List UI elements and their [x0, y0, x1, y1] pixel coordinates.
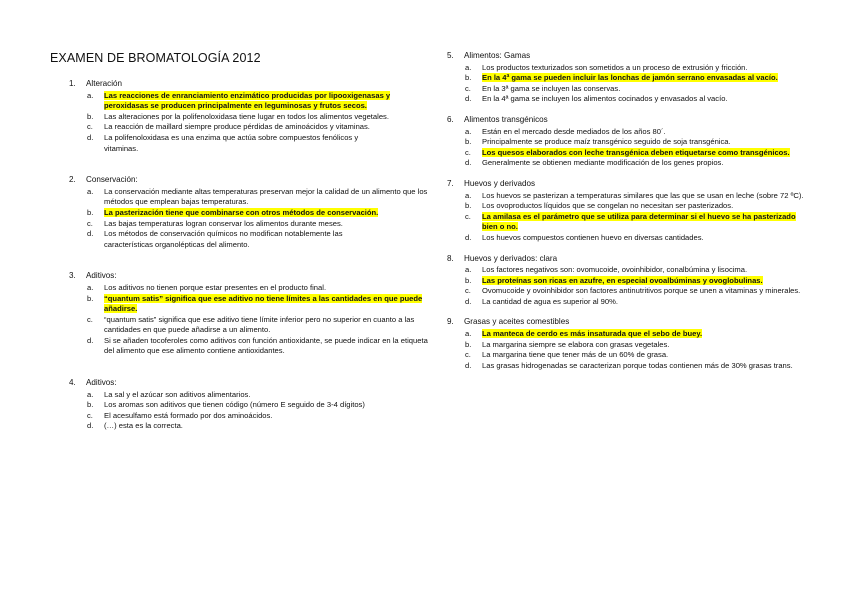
answer-option	[69, 91, 431, 112]
question-1	[69, 79, 431, 154]
option-text: Los aditivos no tienen porque estar presentes en el producto final.	[104, 282, 327, 292]
option-text: Las grasas hidrogenadas se caracterizan porque todas contienen más de 30% grasas trans.	[482, 360, 793, 370]
question-heading	[447, 254, 809, 265]
option-letter: a.	[87, 186, 94, 196]
answer-option	[447, 297, 809, 308]
question-number: 3.	[69, 271, 76, 281]
question-title: Alimentos transgénicos	[464, 114, 548, 124]
option-text-highlighted: Las reacciones de enranciamiento enzimático producidas por lipooxigenasas y peroxidasas se producen principalmente en leguminosas y frutos secos.	[104, 90, 391, 111]
answer-option	[69, 283, 431, 294]
question-4	[69, 378, 431, 432]
option-letter: c.	[87, 218, 93, 228]
answer-option	[447, 286, 809, 297]
option-text: Las alteraciones por la polifenoloxidasa tiene lugar en todos los alimentos vegetales.	[104, 111, 389, 121]
option-letter: b.	[87, 293, 94, 303]
question-title: Aditivos:	[86, 378, 117, 388]
option-letter: d.	[465, 360, 472, 370]
option-text: Las bajas temperaturas logran conservar los alimentos durante meses.	[104, 218, 343, 228]
option-text-highlighted: La manteca de cerdo es más insaturada que el sebo de buey.	[482, 329, 703, 339]
option-letter: c.	[465, 286, 471, 296]
option-letter: a.	[87, 282, 94, 292]
option-text: En la 3ª gama se incluyen las conservas.	[482, 83, 621, 93]
option-letter: d.	[465, 296, 472, 306]
question-number: 7.	[447, 178, 454, 188]
option-letter: b.	[465, 201, 472, 211]
option-text-highlighted: La amilasa es el parámetro que se utiliza para determinar si el huevo se ha pasterizado bien o no.	[482, 211, 796, 232]
question-number: 2.	[69, 175, 76, 185]
option-text: Principalmente se produce maíz transgénico seguido de soja transgénica.	[482, 137, 731, 147]
option-text-highlighted: Los quesos elaborados con leche transgénica deben etiquetarse como transgénicos.	[482, 147, 790, 157]
question-7	[447, 179, 809, 244]
option-text: La sal y el azúcar son aditivos alimentarios.	[104, 389, 251, 399]
question-number: 6.	[447, 114, 454, 124]
option-letter: a.	[87, 90, 94, 100]
option-letter: c.	[465, 83, 471, 93]
option-letter: c.	[87, 314, 93, 324]
option-letter: d.	[87, 132, 94, 142]
answer-option	[447, 329, 809, 340]
option-letter: b.	[87, 111, 94, 121]
answer-option	[447, 73, 809, 84]
option-letter: d.	[87, 229, 94, 239]
question-title: Grasas y aceites comestibles	[464, 317, 570, 327]
option-text: Los factores negativos son: ovomucoide, ovoinhibidor, conalbúmina y lisocima.	[482, 265, 748, 275]
question-title: Alimentos: Gamas	[464, 51, 531, 60]
left-column	[69, 79, 431, 432]
option-text: Los ovoproductos líquidos que se congelan no necesitan ser pasterizados.	[482, 201, 734, 211]
option-text: Los aromas son aditivos que tienen código (número E seguido de 3-4 dígitos)	[104, 400, 365, 410]
option-letter: b.	[87, 400, 94, 410]
question-heading	[69, 271, 431, 282]
question-number: 4.	[69, 378, 76, 388]
answer-option	[69, 294, 431, 315]
option-text: La polifenoloxidasa es una enzima que actúa sobre compuestos fenólicos y vitaminas.	[104, 132, 359, 153]
option-text: La conservación mediante altas temperaturas preservan mejor la calidad de un alimento que los métodos que emplean bajas temperaturas.	[104, 186, 428, 207]
answer-option	[69, 219, 431, 230]
answer-option	[447, 265, 809, 276]
option-text: Los productos texturizados son sometidos a un proceso de extrusión y fricción.	[482, 62, 748, 72]
option-letter: a.	[87, 389, 94, 399]
option-text: La margarina tiene que tener más de un 60% de grasa.	[482, 350, 669, 360]
answer-option	[69, 400, 431, 411]
option-text: “quantum satis” significa que ese aditivo tiene límite inferior pero no superior en cuanto a las cantidades en que puede añadirse a un alimento.	[104, 314, 415, 335]
option-letter: d.	[87, 421, 94, 431]
option-text: Están en el mercado desde mediados de los años 80´.	[482, 126, 666, 136]
option-text: El acesulfamo está formado por dos aminoácidos.	[104, 410, 273, 420]
answer-option	[69, 112, 431, 123]
question-heading	[447, 115, 809, 126]
question-number: 8.	[447, 253, 454, 263]
option-letter: b.	[87, 207, 94, 217]
option-text: Los huevos se pasterizan a temperaturas similares que las que se usan en leche (sobre 72 ºC).	[482, 190, 804, 200]
answer-option	[447, 94, 809, 105]
option-letter: a.	[465, 265, 472, 275]
question-5	[447, 51, 809, 105]
option-letter: c.	[87, 410, 93, 420]
answer-option	[69, 421, 431, 432]
answer-option	[69, 133, 431, 154]
question-3	[69, 271, 431, 357]
answer-option	[447, 148, 809, 159]
answer-option	[447, 158, 809, 169]
answer-option	[69, 411, 431, 422]
option-text: (…) esta es la correcta.	[104, 421, 183, 431]
question-2	[69, 175, 431, 250]
option-text-highlighted: En la 4ª gama se pueden incluir las lonchas de jamón serrano envasadas al vacío.	[482, 73, 778, 83]
option-text: Los métodos de conservación químicos no modifican notablemente las características organolépticas del alimento.	[104, 229, 343, 249]
option-text: La reacción de maillard siempre produce pérdidas de aminoácidos y vitaminas.	[104, 122, 370, 132]
question-heading	[69, 175, 431, 186]
option-letter: d.	[465, 232, 472, 242]
option-letter: b.	[465, 339, 472, 349]
option-letter: a.	[465, 62, 472, 72]
option-text: Los huevos compuestos contienen huevo en diversas cantidades.	[482, 232, 704, 242]
right-column	[447, 51, 809, 371]
option-letter: d.	[465, 158, 472, 168]
answer-option	[447, 137, 809, 148]
answer-option	[69, 229, 431, 250]
question-title: Huevos y derivados	[464, 178, 536, 188]
answer-option	[447, 84, 809, 95]
question-title: Conservación:	[86, 175, 138, 185]
question-9	[447, 317, 809, 371]
question-heading	[447, 317, 809, 328]
question-title: Huevos y derivados: clara	[464, 253, 558, 263]
answer-option	[69, 315, 431, 336]
answer-option	[447, 63, 809, 74]
option-letter: d.	[465, 94, 472, 104]
question-6	[447, 115, 809, 169]
answer-option	[447, 276, 809, 287]
question-title: Alteración	[86, 79, 122, 88]
option-text-highlighted: Las proteínas son ricas en azufre, en especial ovoalbúminas y ovoglobulinas.	[482, 275, 763, 285]
question-heading	[447, 51, 809, 62]
option-letter: d.	[87, 335, 94, 345]
option-letter: b.	[465, 275, 472, 285]
option-text-highlighted: La pasterización tiene que combinarse con otros métodos de conservación.	[104, 207, 379, 217]
answer-option	[447, 340, 809, 351]
option-text: En la 4ª gama se incluyen los alimentos cocinados y envasados al vacío.	[482, 94, 728, 104]
page-title: EXAMEN DE BROMATOLOGÍA 2012	[50, 51, 261, 65]
question-heading	[447, 179, 809, 190]
answer-option	[69, 122, 431, 133]
option-text: Si se añaden tocoferoles como aditivos con función antioxidante, se puede indicar en la etiqueta del alimento que ese alimento contiene antioxidantes.	[104, 335, 428, 356]
option-letter: b.	[465, 73, 472, 83]
answer-option	[447, 361, 809, 372]
option-letter: a.	[465, 190, 472, 200]
option-text: La margarina siempre se elabora con grasas vegetales.	[482, 339, 670, 349]
question-number: 9.	[447, 317, 454, 327]
option-letter: b.	[465, 137, 472, 147]
answer-option	[69, 208, 431, 219]
option-letter: c.	[87, 122, 93, 132]
question-heading	[69, 378, 431, 389]
option-text: Ovomucoide y ovoinhibidor son factores antinutritivos porque se unen a vitaminas y minerales.	[482, 286, 801, 296]
question-8	[447, 254, 809, 308]
answer-option	[447, 233, 809, 244]
answer-option	[69, 390, 431, 401]
option-letter: a.	[465, 126, 472, 136]
answer-option	[447, 191, 809, 202]
answer-option	[447, 127, 809, 138]
answer-option	[447, 201, 809, 212]
option-letter: c.	[465, 211, 471, 221]
question-title: Aditivos:	[86, 271, 117, 281]
option-text-highlighted: “quantum satis” significa que ese aditivo no tiene límites a las cantidades en que puede añadirse.	[104, 293, 423, 314]
option-text: La cantidad de agua es superior al 90%.	[482, 296, 618, 306]
answer-option	[447, 212, 809, 233]
option-letter: c.	[465, 147, 471, 157]
answer-option	[69, 336, 431, 357]
option-letter: a.	[465, 329, 472, 339]
answer-option	[447, 350, 809, 361]
answer-option	[69, 187, 431, 208]
question-heading	[69, 79, 431, 90]
option-letter: c.	[465, 350, 471, 360]
question-number: 5.	[447, 51, 454, 60]
option-text: Generalmente se obtienen mediante modificación de los genes propios.	[482, 158, 724, 168]
question-number: 1.	[69, 79, 76, 88]
